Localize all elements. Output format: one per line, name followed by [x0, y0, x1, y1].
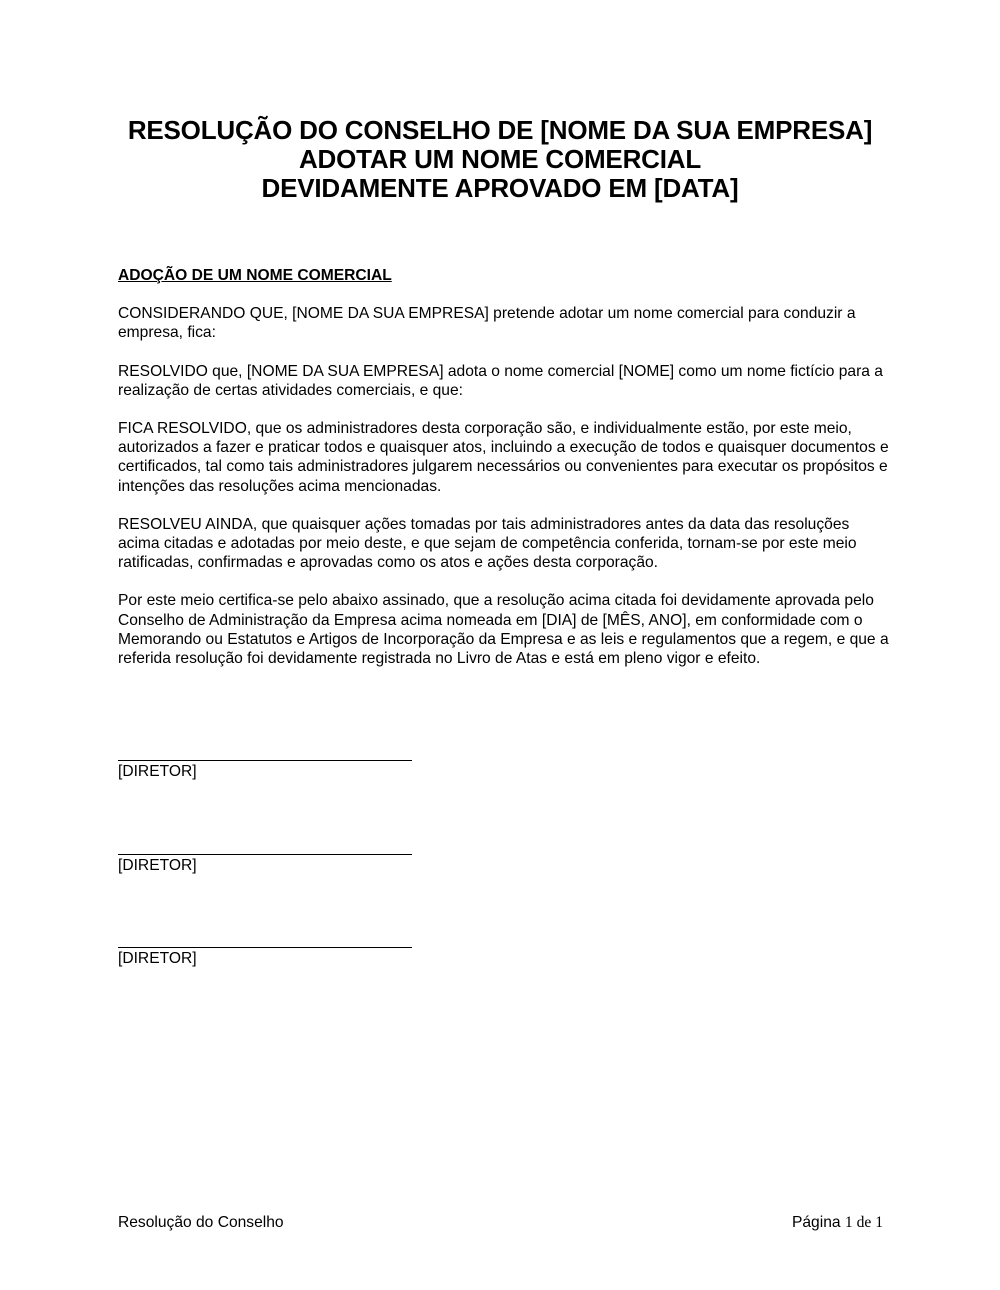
title-line-1: RESOLUÇÃO DO CONSELHO DE [NOME DA SUA EMPRESA] — [127, 115, 873, 145]
page-number: 1 de 1 — [844, 1214, 883, 1231]
footer-page-indicator — [792, 1214, 883, 1232]
signature-label: [DIRETOR] — [118, 857, 197, 874]
page-footer — [118, 1214, 883, 1232]
paragraph-certificacao: Por este meio certifica-se pelo abaixo assinado, que a resolução acima citada foi devidamente aprovada pelo Conselho de Administração da Empresa acima nomeada em [DIA] de [MÊS, ANO], em conformidade com o Memorando ou Estatutos e Artigos de Incorporação da Empresa e as leis e regulamentos que a regem, e que a referida resolução foi devidamente registrada no Livro de Atas e está em pleno vigor e efeito. — [118, 592, 889, 668]
footer-document-name: Resolução do Conselho — [118, 1214, 284, 1231]
paragraph-resolveu-ainda: RESOLVEU AINDA, que quaisquer ações tomadas por tais administradores antes da data das resoluções acima citadas e adotadas por meio deste, e que sejam de competência conferida, tornam-se por este meio ratificadas, confirmadas e aprovadas como os atos e ações desta corporação. — [118, 515, 857, 572]
title-line-3: DEVIDAMENTE APROVADO EM [DATA] — [261, 173, 739, 203]
signature-line — [118, 760, 412, 761]
signature-line — [118, 854, 412, 855]
document-body — [118, 266, 893, 687]
signature-label: [DIRETOR] — [118, 763, 197, 780]
paragraph-considerando: CONSIDERANDO QUE, [NOME DA SUA EMPRESA] pretende adotar um nome comercial para conduzir a empresa, fica: — [118, 305, 856, 342]
paragraph-fica-resolvido: FICA RESOLVIDO, que os administradores desta corporação são, e individualmente estão, por este meio, autorizados a fazer e praticar todos e quaisquer atos, incluindo a execução de todos e quaisquer documentos e certificados, tal como tais administradores julgarem necessários ou convenientes para executar os propósitos e intenções das resoluções acima mencionadas. — [118, 420, 889, 495]
document-title — [0, 116, 1000, 203]
title-line-2: ADOTAR UM NOME COMERCIAL — [298, 144, 702, 174]
signature-line — [118, 947, 412, 948]
page-label: Página — [791, 1214, 841, 1231]
section-heading: ADOÇÃO DE UM NOME COMERCIAL — [118, 267, 392, 284]
signature-block-1 — [118, 760, 412, 781]
signature-block-2 — [118, 854, 412, 875]
paragraph-resolvido: RESOLVIDO que, [NOME DA SUA EMPRESA] adota o nome comercial [NOME] como um nome fictício para a realização de certas atividades comerciais, e que: — [118, 362, 883, 399]
signature-label: [DIRETOR] — [118, 950, 197, 967]
signature-block-3 — [118, 947, 412, 968]
